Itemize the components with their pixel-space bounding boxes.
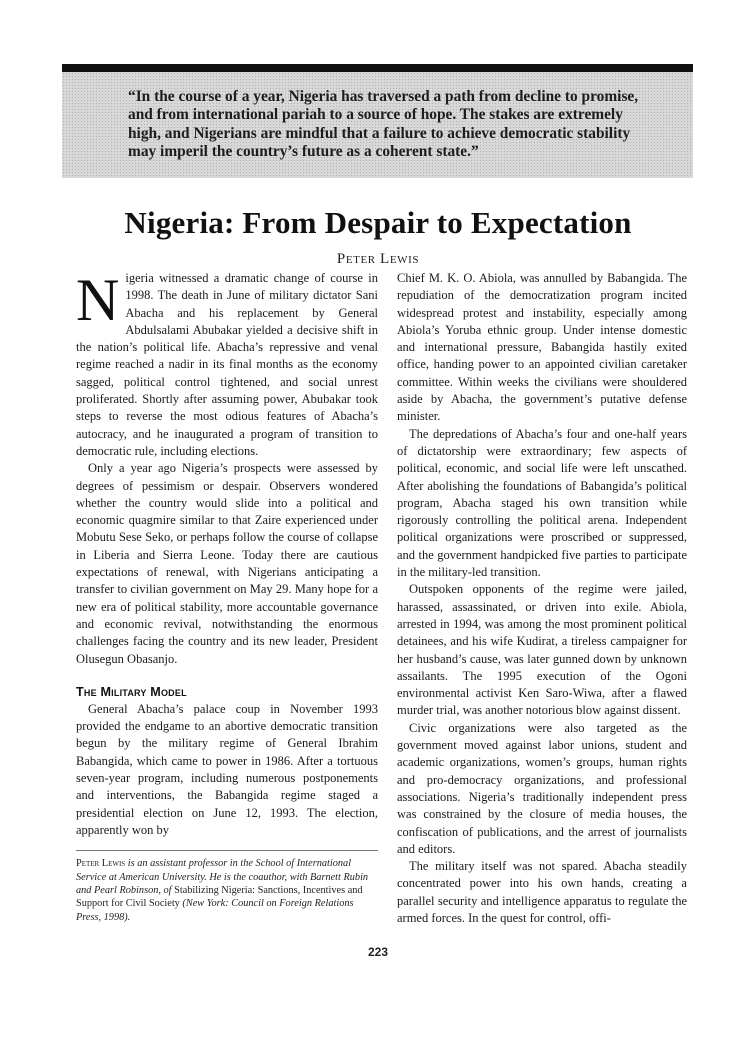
top-rule	[62, 64, 693, 72]
author-footnote	[76, 857, 378, 924]
right-paragraph-1: Chief M. K. O. Abiola, was annulled by Babangida. The repudiation of the democratization program incited widespread protest and instability, especially among Abiola’s Yoruba ethnic group. Under intense domestic and international pressure, Babangida hastily exited office, handing power to an appointed civilian caretaker committee. Within weeks the civilians were shouldered aside by Abacha, the government’s putative defense minister.	[397, 271, 687, 424]
intro-paragraph-1-text: igeria witnessed a dramatic change of course in 1998. The death in June of military dictator Sani Abacha and his replacement by General Abdulsalami Abubakar yielded a decisive shift in the nation’s political life. Abacha’s repressive and venal regime reached a nadir in its final months as the economy sagged, political control tightened, and social unrest proliferated. Shortly after assuming power, Abubakar took steps to reverse the most odious features of Abacha’s autocracy, and he inaugurated a program of transition to democratic rule, including elections.	[76, 271, 378, 458]
page-number: 223	[367, 945, 389, 959]
article-title: Nigeria: From Despair to Expectation	[124, 205, 632, 240]
section-paragraph-1: General Abacha’s palace coup in November 1993 provided the endgame to an abortive democratic transition begun by the military regime of General Ibrahim Babangida, which came to power in 1986. After a tortuous seven-year program, including numerous postponements and interventions, the Babangida regime staged a presidential election on June 12, 1993. The election, apparently won by	[76, 701, 378, 837]
section-heading: The Military Model	[76, 684, 187, 699]
right-paragraph-2: The depredations of Abacha’s four and one-half years of dictatorship were extraordinary; few aspects of political, economic, and social life were left unscathed. After abolishing the foundations of Babangida’s political program, Abacha staged his own transition while rigorously controlling the political arena. Independent political organizations were proscribed or suppressed, and the government handpicked five parties to participate in the military-led transition.	[397, 426, 687, 580]
footnote-text: is an assistant professor in the School of International Service at American University. He is the coauthor, with Barnett Rubin and Pearl Robinson, of	[76, 858, 369, 897]
article-author: Peter Lewis	[336, 251, 420, 267]
footnote-divider	[76, 850, 378, 851]
pull-quote-box	[62, 72, 693, 178]
right-paragraph-4: Civic organizations were also targeted as the government moved against labor unions, student and academic organizations, women’s groups, human rights and pro-democracy organizations, and professional associations. Nigeria’s traditionally independent press was constrained by the closure of media houses, the confiscation of publications, and the arrest of journalists and editors.	[397, 720, 687, 856]
intro-paragraph-2: Only a year ago Nigeria’s prospects were assessed by degrees of pessimism or despair. Observers wondered whether the country would slide into a political and economic quagmire similar to that Zaire experienced under Mobutu Sese Seko, or perhaps follow the course of collapse in Liberia and Sierra Leone. Today there are cautious expectations of renewal, with Nigerians anticipating a transfer to civilian government on May 29. Many hope for a new era of political stability, more accountable governance and economic revival, notwithstanding the enormous challenges facing the country and its new leader, President Olusegun Obasanjo.	[76, 461, 378, 666]
right-paragraph-3: Outspoken opponents of the regime were jailed, harassed, assassinated, or driven into exile. Abiola, arrested in 1994, was among the most prominent political detainees, and his wife Kudirat, a tireless campaigner for her husband’s cause, was later gunned down by unknown assailants. The 1995 execution of the Ogoni environmental activist Ken Saro-Wiwa, after a flawed murder trial, was another notorious blow against dissent.	[397, 582, 687, 718]
pull-quote: “In the course of a year, Nigeria has traversed a path from decline to promise, and from international pariah to a source of hope. The stakes are extremely high, and Nigerians are mindful that a failure to achieve democratic stability may imperil the country’s future as a coherent state.”	[128, 88, 639, 161]
intro-paragraph-1	[76, 267, 378, 460]
drop-cap: N	[76, 267, 120, 333]
left-column	[76, 267, 378, 924]
footnote-book-title: Stabilizing Nigeria: Sanctions, Incentives and Support for Civil Society	[76, 885, 363, 910]
right-paragraph-5: The military itself was not spared. Abacha steadily concentrated power into his own hands, creating a parallel security and intelligence apparatus to regulate the armed forces. In the quest for control, offi-	[397, 859, 687, 925]
footnote-author-name: Peter Lewis	[76, 858, 126, 870]
footnote-publisher: (New York: Council on Foreign Relations Press, 1998).	[76, 898, 354, 923]
right-column	[397, 270, 687, 927]
